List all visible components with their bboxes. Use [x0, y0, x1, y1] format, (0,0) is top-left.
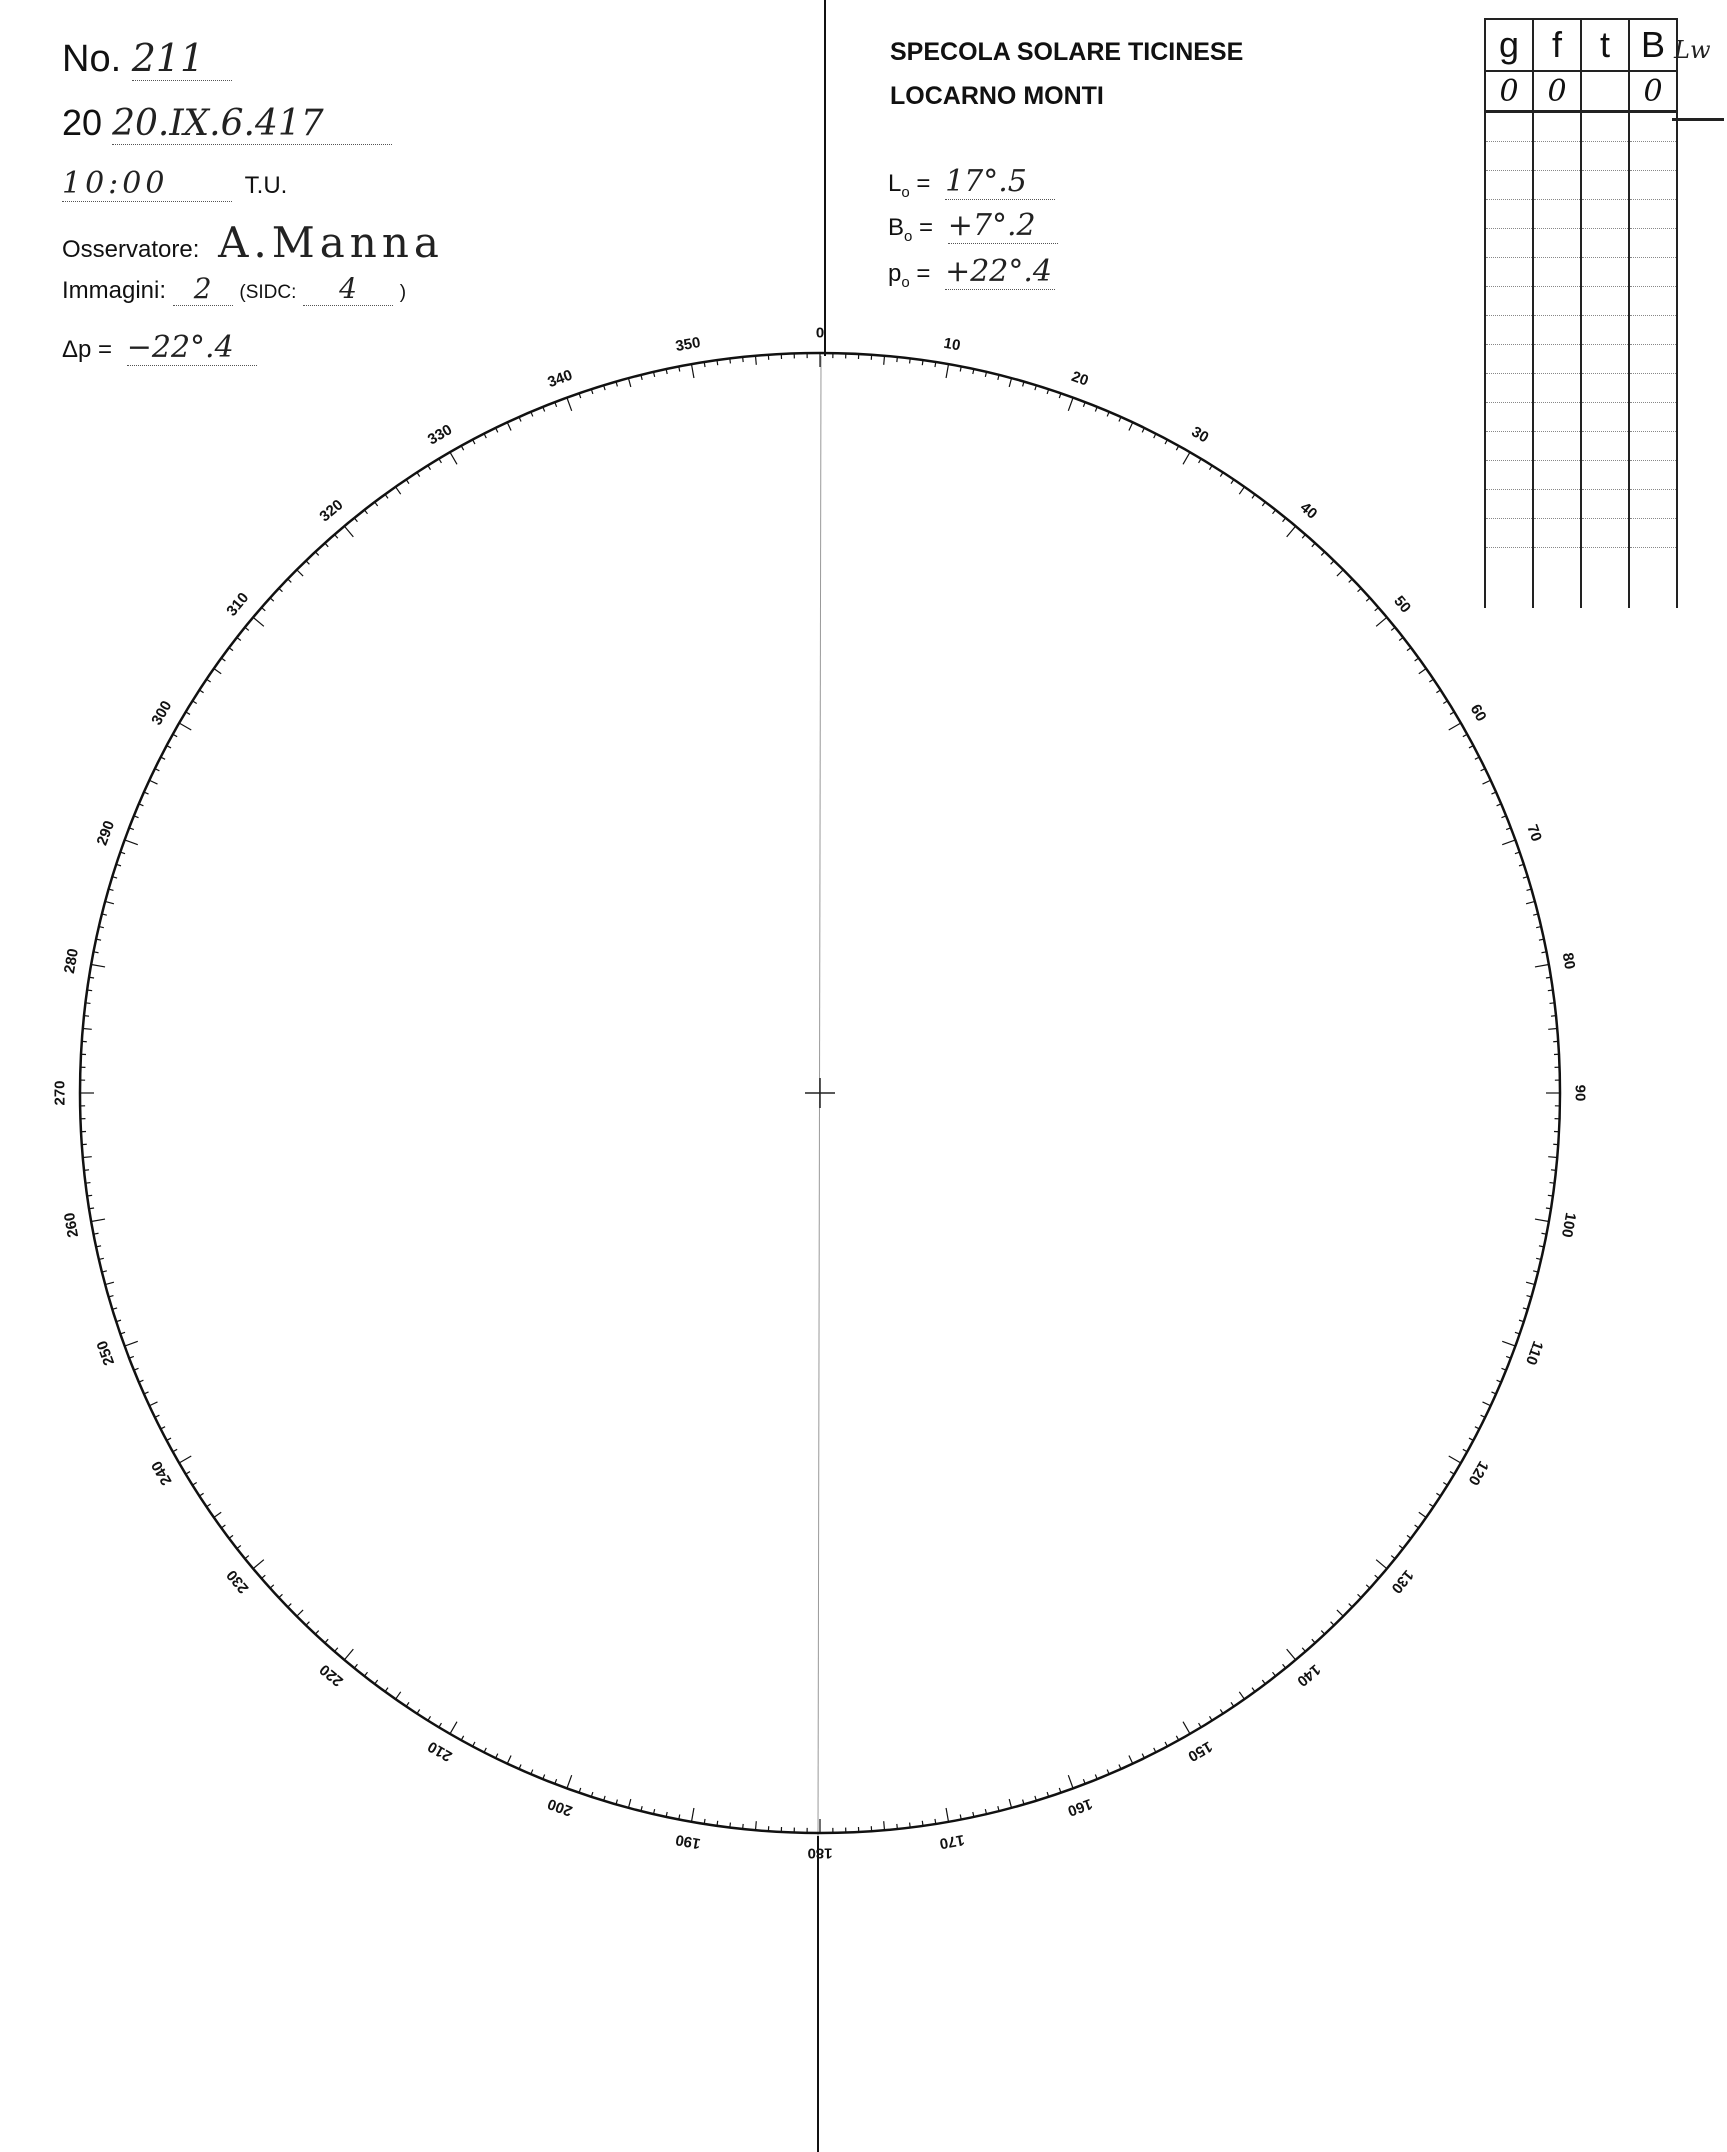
- dial-tick: [1349, 579, 1353, 582]
- dial-tick: [1312, 1639, 1315, 1643]
- dial-tick: [84, 1016, 89, 1017]
- dial-tick: [87, 990, 92, 991]
- dial-tick: [704, 362, 705, 367]
- dial-tick: [1548, 1029, 1557, 1030]
- dial-tick: [567, 1775, 572, 1788]
- dial-tick: [354, 518, 357, 522]
- dial-tick: [910, 1823, 911, 1828]
- dial-tick: [288, 1604, 292, 1607]
- dial-tick: [1399, 637, 1403, 640]
- dial-tick: [717, 1821, 718, 1826]
- dial-tick: [179, 1456, 191, 1463]
- dial-tick: [1129, 422, 1133, 430]
- col-f-header: f: [1533, 19, 1581, 71]
- dial-tick: [406, 1702, 409, 1706]
- dial-tick: [86, 1003, 91, 1004]
- dial-tick: [1239, 487, 1244, 494]
- dial-tick: [1483, 1402, 1491, 1406]
- dial-tick: [385, 1688, 388, 1692]
- dial-tick: [288, 579, 292, 582]
- dial-tick: [297, 1610, 303, 1616]
- L0-value: 17°.5: [945, 164, 1055, 200]
- dial-label-100: 100: [1557, 1211, 1579, 1239]
- dial-tick: [946, 364, 948, 378]
- dial-tick: [1419, 669, 1426, 674]
- time-value: 10:00: [62, 166, 232, 202]
- images-value: 2: [173, 272, 233, 306]
- dial-tick: [125, 840, 138, 845]
- dial-tick: [1391, 627, 1395, 630]
- dial-label-50: 50: [1390, 592, 1415, 617]
- dial-tick: [229, 648, 233, 651]
- dial-tick: [730, 1823, 731, 1828]
- col-B-header: B: [1629, 19, 1677, 71]
- dial-tick: [87, 1195, 92, 1196]
- dial-tick: [1337, 1610, 1343, 1616]
- dial-label-40: 40: [1296, 498, 1321, 523]
- col-B-value: 0: [1629, 71, 1677, 112]
- L0-subscript: o: [901, 183, 910, 201]
- dial-tick: [1220, 1709, 1223, 1713]
- dial-tick: [1502, 1341, 1515, 1346]
- dial-tick: [89, 1208, 94, 1209]
- dial-tick: [450, 1722, 457, 1734]
- dial-tick: [279, 1594, 283, 1597]
- dial-tick: [1546, 1208, 1551, 1209]
- dial-tick: [1407, 1535, 1411, 1538]
- dial-tick: [1415, 658, 1419, 661]
- dial-tick: [1252, 1688, 1255, 1692]
- dial-tick: [105, 1282, 114, 1284]
- dial-tick: [1009, 378, 1011, 387]
- dial-label-230: 230: [223, 1566, 253, 1597]
- dial-tick: [179, 723, 191, 730]
- dial-tick: [1287, 1649, 1296, 1660]
- dial-tick: [1366, 598, 1370, 601]
- observer-label: Osservatore:: [62, 236, 200, 263]
- dial-tick: [756, 1821, 757, 1830]
- dial-tick: [207, 1504, 211, 1507]
- dial-tick: [214, 1512, 221, 1517]
- dial-label-110: 110: [1522, 1338, 1547, 1368]
- dial-tick: [406, 480, 409, 484]
- dial-tick: [1429, 679, 1433, 682]
- delta-p-value: −22°.4: [127, 330, 257, 366]
- dial-tick: [1483, 780, 1491, 784]
- dial-tick: [306, 561, 309, 565]
- dial-label-80: 80: [1558, 951, 1579, 971]
- dial-tick: [628, 1799, 630, 1808]
- dial-tick: [1262, 502, 1265, 506]
- dial-label-270: 270: [51, 1080, 69, 1106]
- dial-tick: [91, 1219, 105, 1221]
- dial-tick: [1526, 901, 1535, 903]
- dial-tick: [1283, 1664, 1286, 1668]
- dial-tick: [1419, 1512, 1426, 1517]
- dial-tick: [1068, 398, 1073, 411]
- dial-tick: [1548, 1157, 1557, 1158]
- dial-tick: [1436, 690, 1440, 693]
- dial-tick: [704, 1819, 705, 1824]
- dial-tick: [897, 1824, 898, 1829]
- sidc-label: (SIDC:: [239, 282, 297, 303]
- dial-label-290: 290: [93, 818, 119, 848]
- dial-tick: [935, 362, 936, 367]
- dial-tick: [717, 360, 718, 365]
- dial-tick: [628, 378, 630, 387]
- dial-label-30: 30: [1188, 423, 1212, 447]
- dial-label-310: 310: [223, 589, 253, 620]
- dial-label-140: 140: [1293, 1660, 1324, 1690]
- p0-equals: =: [916, 260, 931, 287]
- dial-tick: [922, 360, 923, 365]
- dial-tick: [245, 1556, 249, 1559]
- dial-tick: [1449, 1456, 1461, 1463]
- dial-tick: [125, 1341, 138, 1346]
- dial-tick: [935, 1819, 936, 1824]
- dial-tick: [229, 1535, 233, 1538]
- dial-label-300: 300: [148, 697, 176, 729]
- dial-tick: [89, 977, 94, 978]
- p0-subscript: o: [901, 273, 910, 291]
- number-label: No.: [62, 38, 122, 80]
- dial-tick: [1287, 526, 1296, 537]
- dial-tick: [1302, 535, 1305, 539]
- dial-label-160: 160: [1065, 1794, 1095, 1820]
- dial-tick: [84, 1170, 89, 1171]
- dial-tick: [214, 669, 221, 674]
- dial-tick: [270, 1585, 274, 1588]
- dial-tick: [1349, 1604, 1353, 1607]
- dial-tick: [83, 1157, 92, 1158]
- dial-tick: [1331, 561, 1334, 565]
- dial-tick: [86, 1183, 91, 1184]
- date-prefix: 20: [62, 102, 103, 143]
- dial-label-220: 220: [316, 1660, 347, 1690]
- dial-tick: [756, 356, 757, 365]
- dial-tick: [1551, 1170, 1556, 1171]
- dial-tick: [1550, 1003, 1555, 1004]
- dial-label-340: 340: [545, 366, 575, 392]
- dial-tick: [1129, 1756, 1133, 1764]
- number-value: 211: [132, 36, 232, 81]
- dial-tick: [1548, 990, 1553, 991]
- dial-tick: [237, 637, 241, 640]
- dial-tick: [507, 1756, 511, 1764]
- dial-label-130: 130: [1387, 1566, 1417, 1597]
- B0-equals: =: [919, 214, 934, 241]
- dial-tick: [1273, 1672, 1276, 1676]
- col-t-header: t: [1581, 19, 1629, 71]
- dial-tick: [1502, 840, 1515, 845]
- dial-tick: [1358, 1594, 1362, 1597]
- dial-tick: [897, 357, 898, 362]
- dial-tick: [1548, 1195, 1553, 1196]
- dial-tick: [1366, 1585, 1370, 1588]
- dial-tick: [1231, 480, 1234, 484]
- dial-tick: [1375, 608, 1379, 611]
- dial-tick: [1312, 543, 1315, 547]
- dial-tick: [1535, 965, 1549, 967]
- dial-tick: [262, 1575, 266, 1578]
- dial-tick: [692, 1808, 694, 1822]
- dial-tick: [1436, 1493, 1440, 1496]
- dial-tick: [253, 617, 264, 626]
- dial-tick: [1526, 1282, 1535, 1284]
- dial-tick: [270, 598, 274, 601]
- dial-tick: [1231, 1702, 1234, 1706]
- dial-tick: [1331, 1622, 1334, 1626]
- dial-tick: [884, 356, 885, 365]
- dial-tick: [279, 588, 283, 591]
- dial-tick: [1407, 648, 1411, 651]
- dial-label-60: 60: [1466, 701, 1490, 725]
- observatory-name: SPECOLA SOLARE TICINESE: [890, 38, 1244, 66]
- dial-tick: [1376, 1560, 1387, 1569]
- dial-tick: [1321, 552, 1324, 556]
- dial-label-70: 70: [1523, 822, 1546, 844]
- dial-tick: [884, 1821, 885, 1830]
- dial-tick: [221, 658, 225, 661]
- dial-label-240: 240: [148, 1457, 176, 1489]
- dial-tick: [1535, 1219, 1549, 1221]
- dial-tick: [354, 1664, 357, 1668]
- dial-tick: [1283, 518, 1286, 522]
- B0-subscript: o: [904, 227, 913, 245]
- p0-value: +22°.4: [945, 254, 1055, 290]
- dial-tick: [1302, 1648, 1305, 1652]
- dial-label-330: 330: [424, 421, 456, 449]
- observatory-location: LOCARNO MONTI: [890, 82, 1104, 110]
- dial-tick: [396, 487, 401, 494]
- dial-tick: [1376, 617, 1387, 626]
- col-g-header: g: [1485, 19, 1533, 71]
- dial-tick: [245, 627, 249, 630]
- dial-tick: [364, 1672, 367, 1676]
- dial-tick: [325, 1639, 328, 1643]
- dial-label-260: 260: [61, 1211, 83, 1239]
- dial-tick: [922, 1821, 923, 1826]
- B0-value: +7°.2: [948, 208, 1058, 244]
- dial-label-280: 280: [61, 947, 83, 975]
- dial-tick: [325, 543, 328, 547]
- dial-tick: [199, 1493, 203, 1496]
- dial-label-200: 200: [545, 1794, 575, 1820]
- delta-p-label: Δp =: [62, 336, 113, 363]
- dial-tick: [910, 359, 911, 364]
- dial-tick: [262, 608, 266, 611]
- dial-tick: [306, 1622, 309, 1626]
- dial-tick: [221, 1525, 225, 1528]
- col-g-value: 0: [1485, 71, 1533, 112]
- dial-label-0: 0: [815, 324, 825, 342]
- dial-tick: [149, 780, 157, 784]
- dial-tick: [1183, 452, 1190, 464]
- dial-tick: [730, 359, 731, 364]
- dial-tick: [1273, 510, 1276, 514]
- dial-tick: [743, 357, 744, 362]
- dial-tick: [1358, 588, 1362, 591]
- dial-tick: [1183, 1722, 1190, 1734]
- dial-tick: [364, 510, 367, 514]
- dial-tick: [1415, 1525, 1419, 1528]
- dial-tick: [335, 1648, 338, 1652]
- dial-tick: [1551, 1016, 1556, 1017]
- dial-tick: [344, 526, 353, 537]
- dial-tick: [105, 901, 114, 903]
- dial-tick: [315, 552, 318, 556]
- dial-tick: [567, 398, 572, 411]
- dial-label-250: 250: [93, 1338, 119, 1368]
- dial-tick: [375, 502, 378, 506]
- dial-tick: [1546, 977, 1551, 978]
- L0-equals: =: [916, 170, 931, 197]
- B0-label: B: [888, 214, 905, 241]
- dial-label-90: 90: [1571, 1084, 1589, 1102]
- dial-tick: [344, 1649, 353, 1660]
- dial-tick: [1252, 494, 1255, 498]
- time-unit: T.U.: [244, 172, 288, 199]
- dial-label-180: 180: [807, 1844, 833, 1862]
- dial-tick: [1399, 1546, 1403, 1549]
- dial-tick: [1375, 1575, 1379, 1578]
- dial-tick: [83, 1029, 92, 1030]
- dial-label-150: 150: [1184, 1737, 1216, 1765]
- dial-tick: [1449, 723, 1461, 730]
- dial-tick: [315, 1631, 318, 1635]
- sidc-close: ): [399, 282, 407, 303]
- dial-tick: [1337, 570, 1343, 576]
- dial-tick: [1239, 1692, 1244, 1699]
- L0-label: L: [888, 170, 902, 197]
- dial-tick: [297, 570, 303, 576]
- col-f-value: 0: [1533, 71, 1581, 112]
- dial-tick: [207, 679, 211, 682]
- dial-tick: [450, 452, 457, 464]
- date-value: 20.IX.6.417: [112, 103, 392, 145]
- dial-tick: [91, 965, 105, 967]
- images-label: Immagini:: [62, 277, 167, 304]
- dial-tick: [237, 1546, 241, 1549]
- dial-label-120: 120: [1464, 1457, 1492, 1489]
- dial-tick: [1429, 1504, 1433, 1507]
- dial-tick: [507, 422, 511, 430]
- dial-tick: [946, 1808, 948, 1822]
- dial-tick: [1009, 1799, 1011, 1808]
- dial-tick: [1391, 1556, 1395, 1559]
- dial-tick: [199, 690, 203, 693]
- dial-label-350: 350: [674, 334, 702, 356]
- dial-tick: [375, 1680, 378, 1684]
- dial-label-190: 190: [674, 1830, 702, 1852]
- dial-label-320: 320: [316, 496, 347, 526]
- dial-tick: [1262, 1680, 1265, 1684]
- dial-tick: [417, 1709, 420, 1713]
- dial-tick: [1220, 472, 1223, 476]
- dial-tick: [1550, 1183, 1555, 1184]
- dial-tick: [692, 364, 694, 378]
- dial-tick: [417, 472, 420, 476]
- sidc-value: 4: [303, 272, 393, 306]
- dial-label-10: 10: [942, 334, 962, 355]
- dial-tick: [396, 1692, 401, 1699]
- dial-tick: [385, 494, 388, 498]
- dial-tick: [1321, 1631, 1324, 1635]
- p0-label: p: [888, 260, 902, 287]
- dial-tick: [335, 535, 338, 539]
- dial-tick: [1068, 1775, 1073, 1788]
- dial-tick: [149, 1402, 157, 1406]
- dial-label-210: 210: [424, 1737, 456, 1765]
- dial-tick: [253, 1560, 264, 1569]
- table-extra-header: Lw: [1674, 36, 1711, 64]
- observer-value: A.Manna: [218, 218, 444, 267]
- dial-tick: [743, 1824, 744, 1829]
- dial-label-170: 170: [938, 1830, 966, 1852]
- dial-label-20: 20: [1069, 367, 1091, 390]
